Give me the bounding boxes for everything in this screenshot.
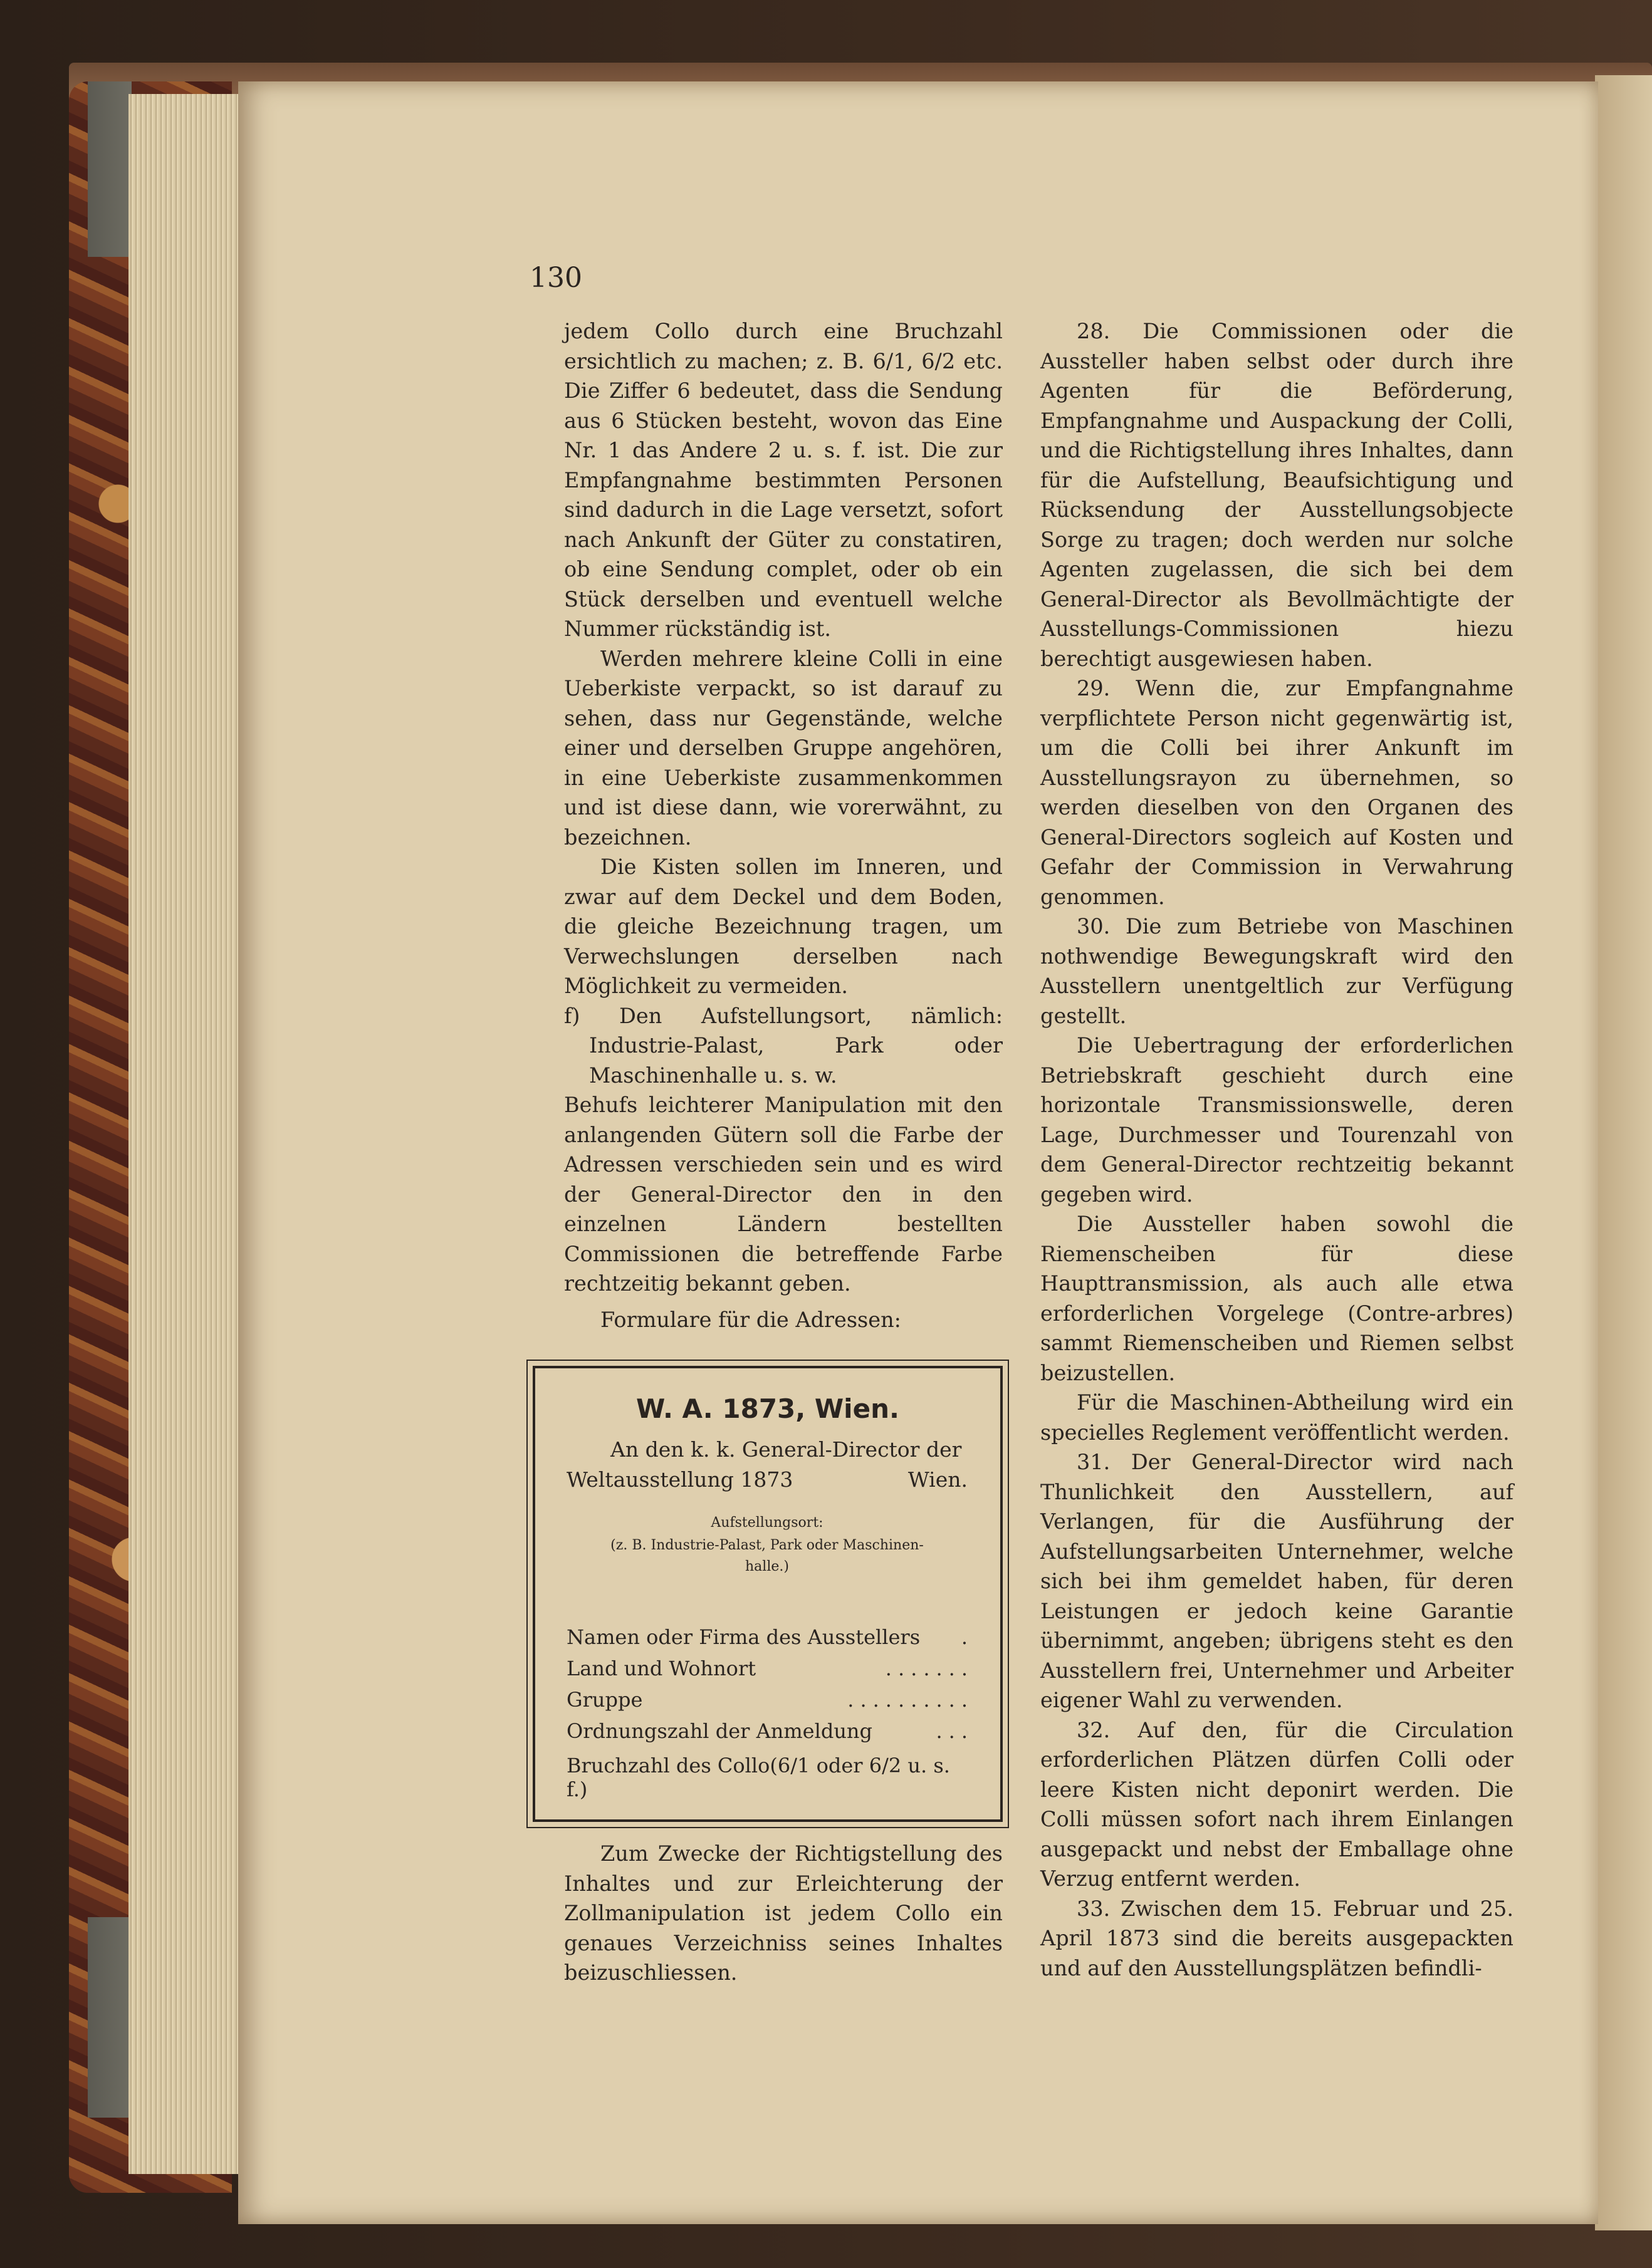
form-address-line1: An den k. k. General-Director der: [610, 1437, 962, 1462]
form-row-label: Gruppe: [567, 1688, 643, 1712]
form-address-line2-left: Weltausstellung 1873: [567, 1467, 793, 1492]
form-row: Land und Wohnort .......: [567, 1657, 974, 1680]
page-number: 130: [530, 262, 582, 294]
form-address-line2-right: Wien.: [907, 1467, 968, 1492]
paragraph-item-f: f) Den Aufstellungsort, nämlich: Industrie-Palast, Park oder Maschinenhalle u. s. w.: [564, 1003, 1003, 1088]
form-row: Gruppe ..........: [567, 1688, 974, 1712]
form-row: Namen oder Firma des Ausstellers .: [567, 1625, 974, 1649]
paragraph: Die Uebertragung der erforderlichen Betriebskraft geschieht durch eine horizontale Transmissionswelle, deren Lage, Durchmesser und Tourenzahl von dem General-Director rechtzeitig bekannt gegeben wird.: [1040, 1033, 1513, 1207]
paragraph: Werden mehrere kleine Colli in eine Ueberkiste verpackt, so ist darauf zu sehen, dass nur Gegenstände, welche einer und derselben Gruppe angehören, in eine Ueberkiste zusammenkommen und ist diese dann, wie vorerwähnt, zu bezeichnen.: [564, 646, 1003, 850]
form-small-note: halle.): [745, 1559, 789, 1574]
paragraph: jedem Collo durch eine Bruchzahl ersichtlich zu machen; z. B. 6/1, 6/2 etc. Die Ziffer 6 bedeutet, dass die Sendung aus 6 Stücken besteht, wovon das Eine Nr. 1 das Andere 2 u. s. f. ist. Die zur Empfangnahme bestimmten Personen sind dadurch in die Lage versetzt, sofort nach Ankunft der Güter zu constatiren, ob eine Sendung complet, oder ob ein Stück derselben und eventuell welche Nummer rückständig ist.: [564, 319, 1003, 641]
spine-cloth-top: [88, 81, 132, 257]
paragraph: Für die Maschinen-Abtheilung wird ein specielles Reglement veröffentlicht werden.: [1040, 1390, 1513, 1445]
paragraph: Die Aussteller haben sowohl die Riemenscheiben für diese Haupttransmission, als auch alle etwa erforderlichen Vorgelege (Contre-arbres) sammt Riemenscheiben und Riemen selbst beizustellen.: [1040, 1212, 1513, 1385]
paragraph-28: 28. Die Commissionen oder die Aussteller haben selbst oder durch ihre Agenten für die Beförderung, Empfangnahme und Auspackung der Colli, und die Richtigstellung ihres Inhaltes, dann für die Aufstellung, Beaufsichtigung und Rücksendung der Ausstellungsobjecte Sorge zu tragen; doch werden nur solche Agenten zugelassen, die sich bei dem General-Director als Bevollmächtigte der Ausstellungs-Commissionen hiezu berechtigt ausgewiesen haben.: [1040, 319, 1513, 671]
paragraph: Zum Zwecke der Richtigstellung des Inhaltes und zur Erleichterung der Zollmanipulation ist jedem Collo ein genaues Verzeichniss seines Inhaltes beizuschliessen.: [564, 1841, 1003, 1985]
form-row-label: Ordnungszahl der Anmeldung: [567, 1719, 873, 1743]
left-column-bottom: [564, 1839, 1003, 1988]
form-row: [567, 1754, 974, 1801]
paragraph: Die Kisten sollen im Inneren, und zwar auf dem Deckel und dem Boden, die gleiche Bezeichnung tragen, um Verwechslungen derselben nach Möglichkeit zu vermeiden.: [564, 855, 1003, 998]
right-column: [1040, 316, 1513, 1983]
form-row-label: Bruchzahl des Collo(6/1 oder 6/2 u. s. f.): [567, 1754, 950, 1801]
form-address-line2: [567, 1467, 968, 1492]
form-row: Ordnungszahl der Anmeldung ...: [567, 1719, 974, 1743]
paragraph: Behufs leichterer Manipulation mit den anlangenden Gütern soll die Farbe der Adressen verschieden sein und es wird der General-Director den in den einzelnen Ländern bestellten Commissionen die betreffende Farbe rechtzeitig bekannt geben.: [564, 1093, 1003, 1296]
address-form: [533, 1366, 1003, 1822]
form-small-label: Aufstellungsort:: [711, 1515, 823, 1531]
spine-cloth-bottom: [88, 1917, 132, 2118]
form-small-note: (z. B. Industrie-Palast, Park oder Maschinen-: [610, 1537, 924, 1553]
paragraph-31: 31. Der General-Director wird nach Thunlichkeit den Ausstellern, auf Verlangen, für die Ausführung der Aufstellungsarbeiten Unternehmer, welche sich bei ihm gemeldet haben, für deren Leistungen er jedoch keine Garantie übernimmt, angeben; übrigens steht es den Ausstellern frei, Unternehmer und Arbeiter eigener Wahl zu verwenden.: [1040, 1450, 1513, 1712]
paragraph-heading: Formulare für die Adressen:: [600, 1307, 901, 1332]
facing-page-edge: [1595, 75, 1652, 2230]
form-title: W. A. 1873, Wien.: [636, 1393, 899, 1424]
paragraph-30: 30. Die zum Betriebe von Maschinen nothwendige Bewegungskraft wird den Ausstellern unentgeltlich zur Verfügung gestellt.: [1040, 914, 1513, 1028]
paragraph-33: 33. Zwischen dem 15. Februar und 25. April 1873 sind die bereits ausgepackten und auf den Ausstellungsplätzen befindli-: [1040, 1896, 1513, 1980]
form-row-label: Namen oder Firma des Ausstellers: [567, 1625, 921, 1649]
form-row-label: Land und Wohnort: [567, 1657, 756, 1680]
paragraph-32: 32. Auf den, für die Circulation erforderlichen Plätzen dürfen Colli oder leere Kisten nicht deponirt werden. Die Colli müssen sofort nach ihrem Einlangen ausgepackt und nebst der Emballage ohne Verzug entfernt werden.: [1040, 1717, 1513, 1891]
left-column: [564, 316, 1003, 1334]
page-edges: [128, 94, 241, 2174]
paragraph-29: 29. Wenn die, zur Empfangnahme verpflichtete Person nicht gegenwärtig ist, um die Colli bei ihrer Ankunft im Ausstellungsrayon zu übernehmen, so werden dieselben von den Organen des General-Directors sogleich auf Kosten und Gefahr der Commission in Verwahrung genommen.: [1040, 676, 1513, 909]
